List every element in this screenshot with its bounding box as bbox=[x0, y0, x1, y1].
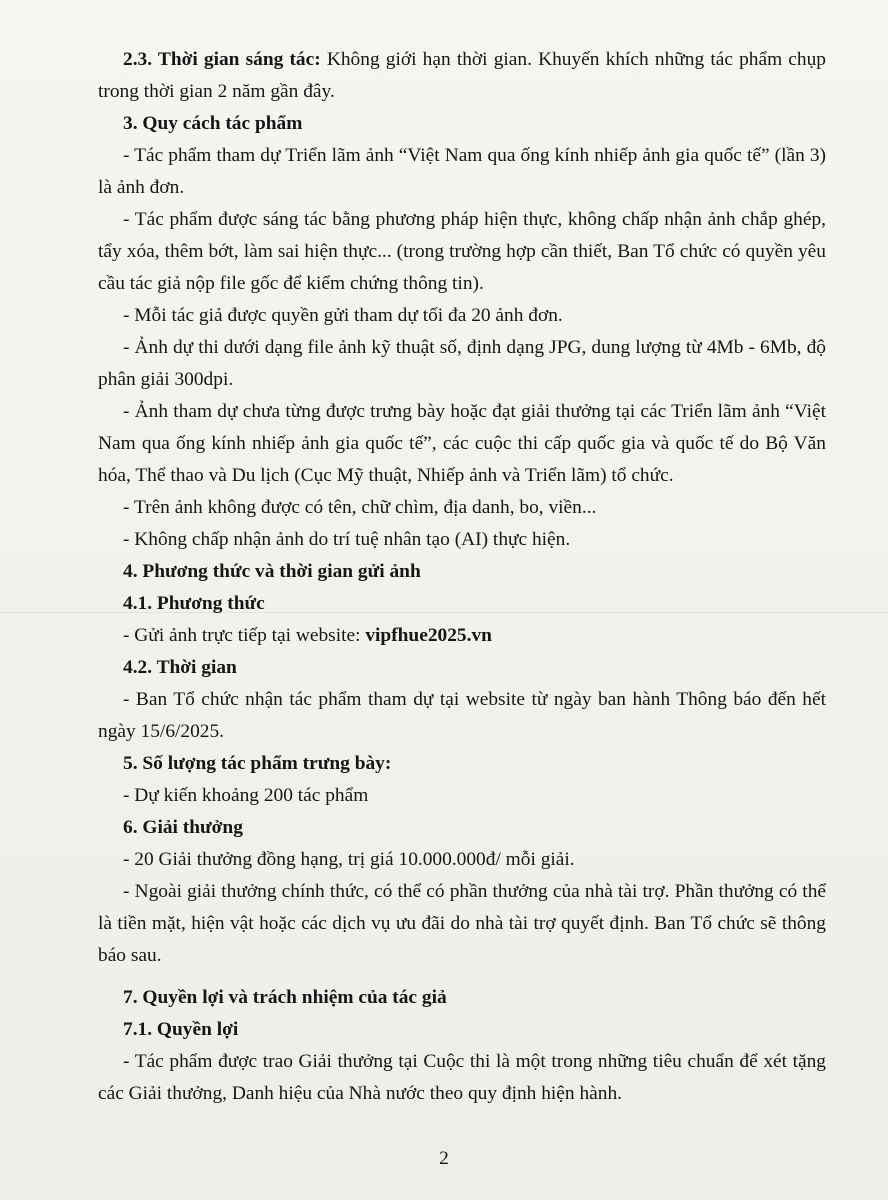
section-4-1-heading: 4.1. Phương thức bbox=[123, 593, 265, 614]
section-3-item-5: - Ảnh tham dự chưa từng được trưng bày hoặc đạt giải thưởng tại các Triển lãm ảnh “Việt Nam qua ống kính nhiếp ảnh gia quốc tế”, các cuộc thi cấp quốc gia và quốc tế do Bộ Văn hóa, Thể thao và Du lịch (Cục Mỹ thuật, Nhiếp ảnh và Triển lãm) tổ chức. bbox=[98, 401, 826, 486]
website-address: vipfhue2025.vn bbox=[365, 625, 492, 646]
section-3-item-2: - Tác phẩm được sáng tác bằng phương pháp hiện thực, không chấp nhận ảnh chắp ghép, tẩy xóa, thêm bớt, làm sai hiện thực... (trong trường hợp cần thiết, Ban Tổ chức có quyền yêu cầu tác giả nộp file gốc để kiểm chứng thông tin). bbox=[98, 209, 826, 294]
section-3-item-7: - Không chấp nhận ảnh do trí tuệ nhân tạo (AI) thực hiện. bbox=[123, 529, 571, 550]
section-7-1-paragraph: - Tác phẩm được trao Giải thưởng tại Cuộc thi là một trong những tiêu chuẩn để xét tặng các Giải thưởng, Danh hiệu của Nhà nước theo quy định hiện hành. bbox=[98, 1051, 826, 1104]
section-2-3-label: 2.3. Thời gian sáng tác: bbox=[123, 49, 321, 70]
section-4-2-paragraph: - Ban Tổ chức nhận tác phẩm tham dự tại website từ ngày ban hành Thông báo đến hết ngày 15/6/2025. bbox=[98, 689, 826, 742]
section-4-2-heading: 4.2. Thời gian bbox=[123, 657, 237, 678]
paper-fold-line bbox=[0, 612, 888, 613]
section-4-1-prefix: - Gửi ảnh trực tiếp tại website: bbox=[123, 625, 366, 646]
section-2-3-paragraph bbox=[98, 44, 826, 108]
section-6-item-1: - 20 Giải thưởng đồng hạng, trị giá 10.000.000đ/ mỗi giải. bbox=[123, 849, 575, 870]
section-7-heading: 7. Quyền lợi và trách nhiệm của tác giả bbox=[123, 987, 447, 1008]
section-5-paragraph: - Dự kiến khoảng 200 tác phẩm bbox=[123, 785, 369, 806]
section-4-1-paragraph bbox=[98, 620, 826, 652]
document-body bbox=[98, 44, 826, 1110]
section-2-3-text: Không giới hạn thời gian. Khuyến khích những tác phẩm chụp trong thời gian 2 năm gần đây. bbox=[98, 49, 827, 102]
section-3-item-6: - Trên ảnh không được có tên, chữ chìm, địa danh, bo, viền... bbox=[123, 497, 597, 518]
page-number: 2 bbox=[439, 1148, 449, 1169]
section-4-heading: 4. Phương thức và thời gian gửi ảnh bbox=[123, 561, 421, 582]
section-3-item-1: - Tác phẩm tham dự Triển lãm ảnh “Việt Nam qua ống kính nhiếp ảnh gia quốc tế” (lần 3) là ảnh đơn. bbox=[98, 145, 826, 198]
section-6-heading: 6. Giải thưởng bbox=[123, 817, 243, 838]
section-3-item-3: - Mỗi tác giả được quyền gửi tham dự tối đa 20 ảnh đơn. bbox=[123, 305, 563, 326]
section-5-heading: 5. Số lượng tác phẩm trưng bày: bbox=[123, 753, 392, 774]
section-3-heading: 3. Quy cách tác phẩm bbox=[123, 113, 303, 134]
section-7-1-heading: 7.1. Quyền lợi bbox=[123, 1019, 239, 1040]
section-6-item-2: - Ngoài giải thưởng chính thức, có thể có phần thưởng của nhà tài trợ. Phần thưởng có thể là tiền mặt, hiện vật hoặc các dịch vụ ưu đãi do nhà tài trợ quyết định. Ban Tổ chức sẽ thông báo sau. bbox=[98, 881, 826, 966]
section-3-item-4: - Ảnh dự thi dưới dạng file ảnh kỹ thuật số, định dạng JPG, dung lượng từ 4Mb - 6Mb, độ phân giải 300dpi. bbox=[98, 337, 826, 390]
